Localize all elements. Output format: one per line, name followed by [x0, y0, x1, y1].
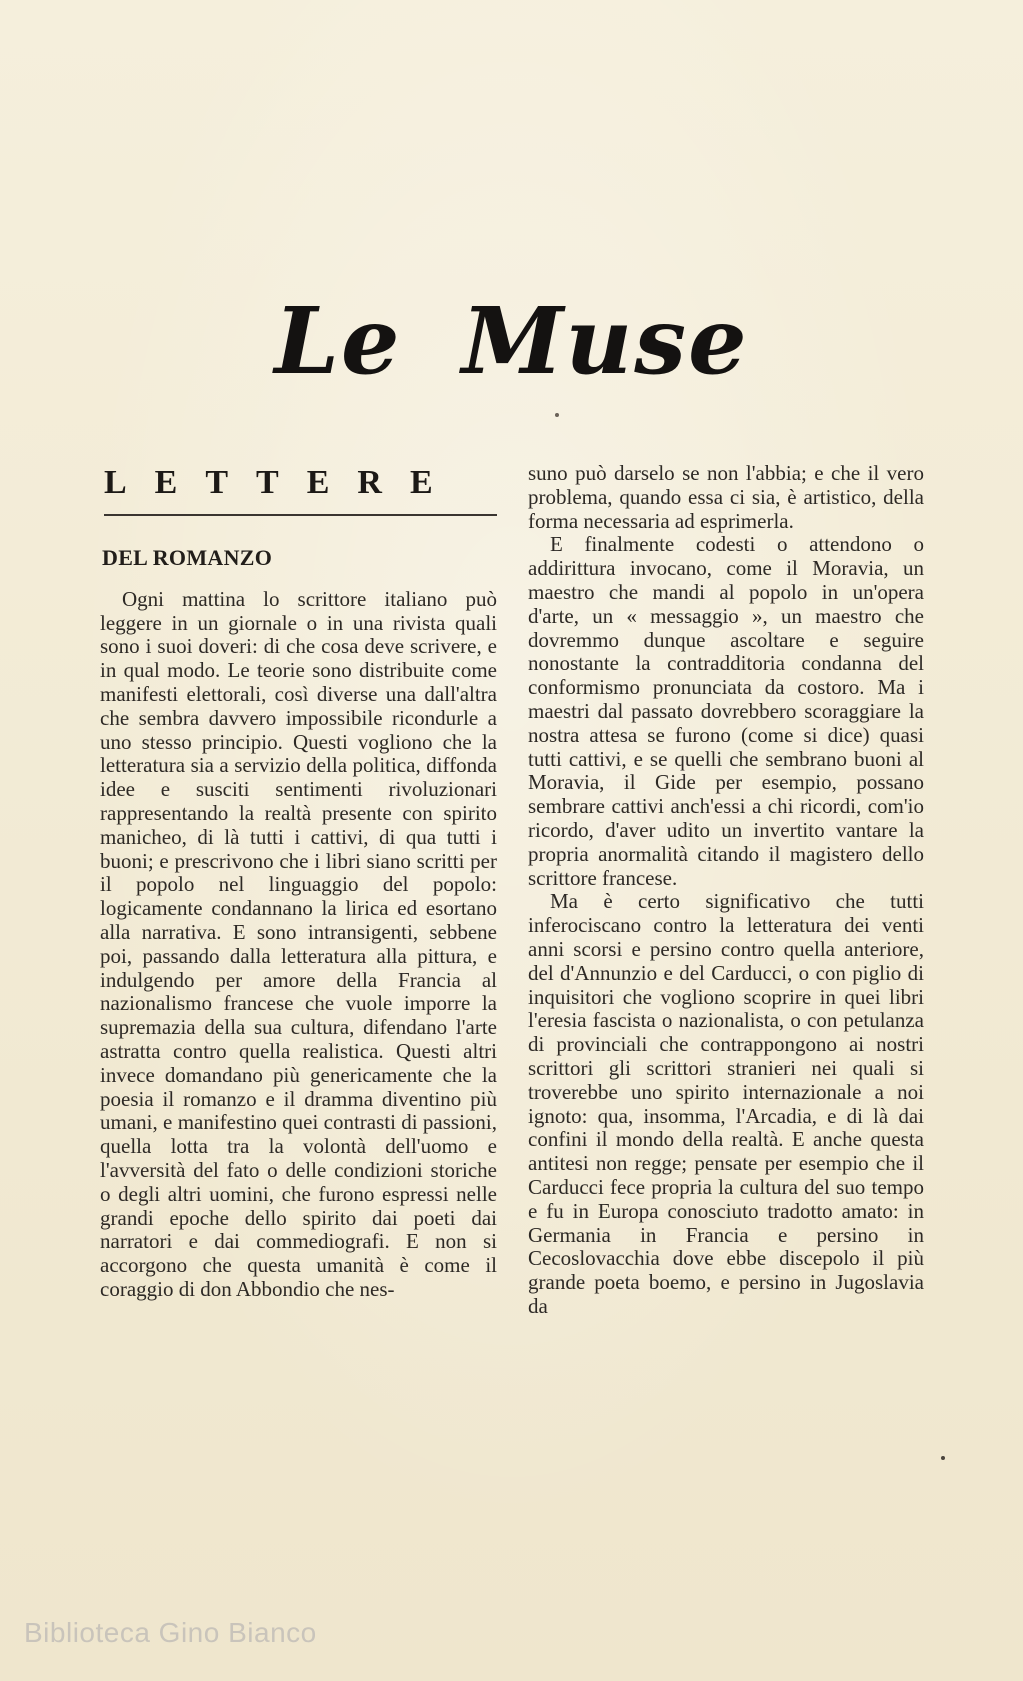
title-word-muse: Muse: [461, 287, 749, 395]
article-paragraph-continued: suno può darselo se non l'abbia; e che il vero problema, quando essa ci sia, è artistico, della forma necessaria ad esprimerla.: [528, 461, 924, 533]
margin-ink-dot: [941, 1456, 945, 1460]
title-word-le: Le: [274, 287, 402, 395]
article-paragraph-3: Ma è certo significativo che tutti inferociscano contro la letteratura dei venti anni scorsi e persino contro quella anteriore, del d'Annunzio e del Carducci, o con piglio di inquisitori che vogliono scoprire in quei libri l'eresia fascista o nazionalista, o con petulanza di provinciali che contrappongono ai nostri scrittori gli scrittori stranieri nei quali si troverebbe uno spirito internazionale a noi ignoto: qua, insomma, l'Arcadia, e di là dai confini il mondo della realtà. E anche questa antitesi non regge; pensate per esempio che il Carducci fece propria la cultura del suo tempo e fu in Europa conosciuto tradotto amato: in Germania in Francia e persino in Cecoslovacchia dove ebbe discepolo il più grande poeta boemo, e persino in Jugoslavia da: [528, 889, 924, 1318]
section-rule: [104, 514, 497, 516]
right-column: [528, 462, 924, 1319]
section-heading: LETTERE: [104, 464, 461, 501]
page-title: [0, 287, 1023, 395]
left-column: [100, 462, 497, 1302]
article-subheading: DEL ROMANZO: [102, 545, 273, 570]
article-paragraph-2: E finalmente codesti o attendono o addirittura invocano, come il Moravia, un maestro che mandi al popolo in un'opera d'arte, un « messaggio », un maestro che dovremmo dunque ascoltare e seguire nonostante la contradditoria condanna del conformismo pronunciata da costoro. Ma i maestri dal passato dovrebbero scoraggiare la nostra attesa se furono (come si dice) quasi tutti cattivi, e se quelli che sembrano buoni al Moravia, il Gide per esempio, possano sembrare cattivi anch'essi a chi ricordi, com'io ricordo, d'aver udito un invertito vantare la propria anormalità citando il magistero dello scrittore francese.: [528, 532, 924, 890]
library-watermark: Biblioteca Gino Bianco: [24, 1617, 317, 1648]
title-ink-dot: [555, 413, 559, 417]
article-paragraph-1: Ogni mattina lo scrittore italiano può leggere in un giornale o in una rivista quali sono i suoi doveri: di che cosa deve scrivere, e in qual modo. Le teorie sono distribuite come manifesti elettorali, così diverse una dall'altra che sembra davvero impossibile ricondurle a uno stesso principio. Questi vogliono che la letteratura sia a servizio della politica, diffonda idee e susciti sentimenti rivoluzionari rappresentando la realtà presente con spirito manicheo, di là tutti i cattivi, di qua tutti i buoni; e prescrivono che i libri siano scritti per il popolo nel linguaggio del popolo: logicamente condannano la lirica ed esortano alla narrativa. E sono intransigenti, sebbene poi, passando dalla letteratura alla pittura, e indulgendo per amore della Francia al nazionalismo francese che vuole imporre la supremazia della sua cultura, difendano l'arte astratta contro quella realistica. Questi altri invece domandano più genericamente che la poesia il romanzo e il dramma diventino più umani, e manifestino quei contrasti di passioni, quella lotta tra la volontà dell'uomo e l'avversità del fato o delle condizioni storiche o degli altri uomini, che furono espressi nelle grandi epoche dello spirito dai poeti dai narratori e dai commediografi. E non si accorgono che questa umanità è come il coraggio di don Abbondio che nes-: [100, 586, 497, 1301]
